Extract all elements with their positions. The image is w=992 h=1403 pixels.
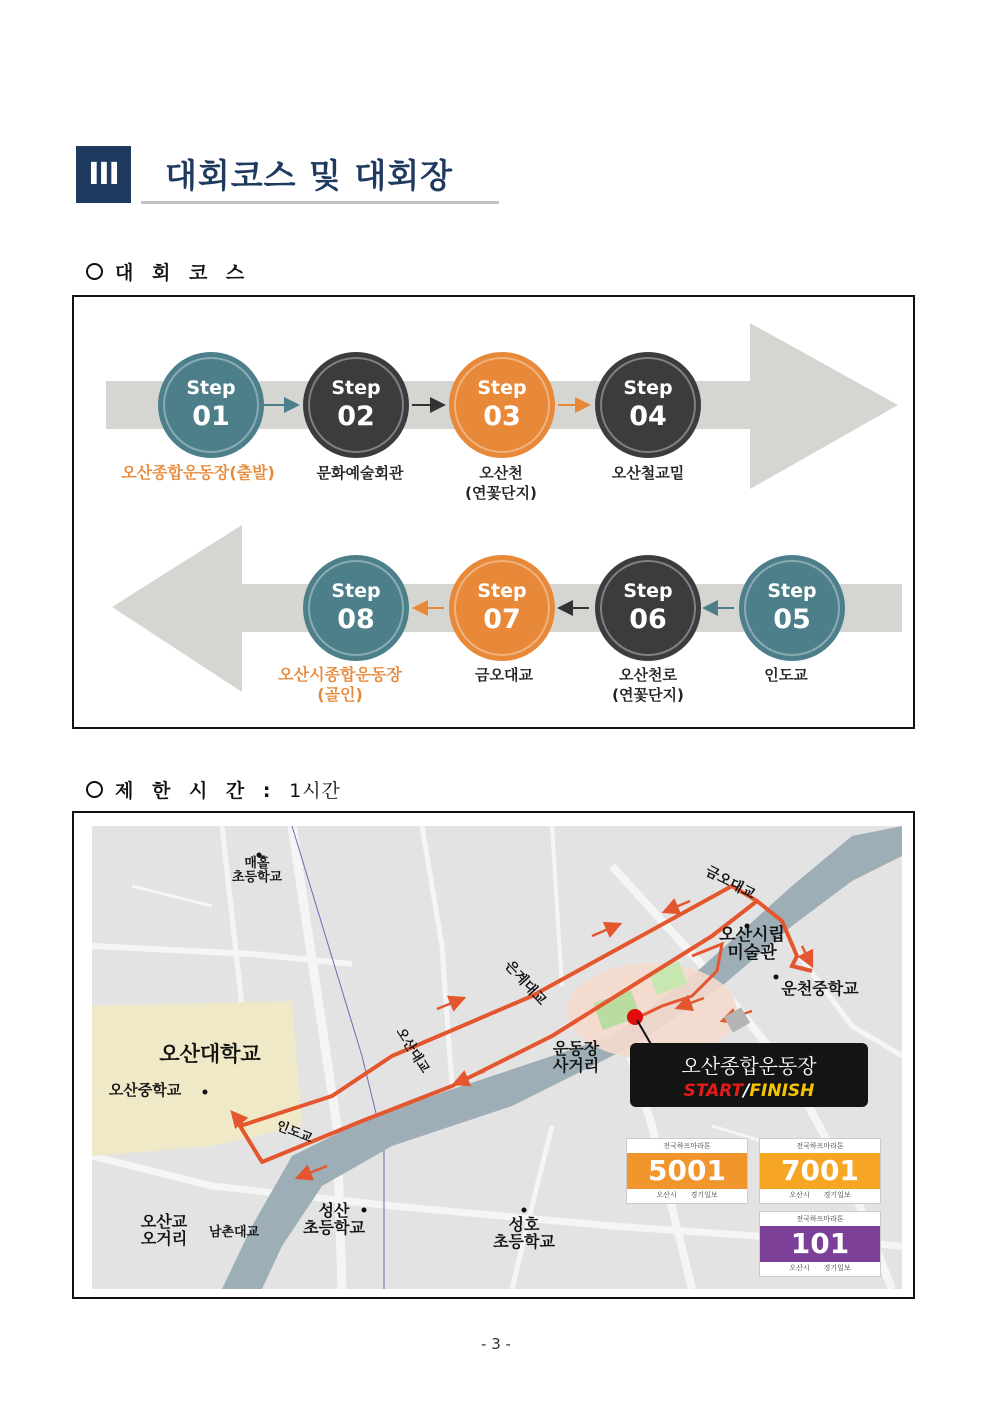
map-label-osan-gyo-junction <box>141 1214 187 1248</box>
step-word: Step <box>477 377 527 399</box>
course-map <box>92 826 902 1289</box>
course-heading-text: 대 회 코 스 <box>115 262 251 284</box>
step-06-circle <box>595 555 701 661</box>
map-label-line: 사거리 <box>552 1055 600 1075</box>
bib-title: 전국하프마라톤 <box>663 1142 711 1150</box>
page-number: - 3 - <box>481 1335 511 1353</box>
step-08-label <box>278 665 402 705</box>
step-word: Step <box>767 580 817 602</box>
map-label-osan-middle-school: 오산중학교 <box>108 1081 182 1099</box>
map-label-line: 운동장 <box>552 1039 600 1058</box>
bib-number: 7001 <box>760 1153 880 1189</box>
map-label-line: 성호 <box>508 1215 540 1234</box>
course-heading <box>86 258 250 285</box>
step-07-label: 금오대교 <box>475 666 533 684</box>
bib-footer <box>627 1189 747 1201</box>
map-label-line: 성산 <box>318 1201 350 1220</box>
step-06-label <box>612 665 684 705</box>
section-number: III <box>76 146 131 203</box>
bullet-circle-icon <box>86 263 103 280</box>
bib-footer <box>760 1262 880 1274</box>
step-08-label-line1: 오산시종합운동장 <box>278 665 402 684</box>
bib-7001 <box>759 1138 881 1204</box>
step-word: Step <box>331 377 381 399</box>
time-limit-heading <box>86 776 341 803</box>
step-word: Step <box>186 377 236 399</box>
step-word: Step <box>477 580 527 602</box>
step-06-label-line2: (연꽃단지) <box>612 686 684 704</box>
bib-paper: 경기일보 <box>690 1191 718 1199</box>
bib-city: 오산시 <box>789 1264 810 1272</box>
bib-title: 전국하프마라톤 <box>796 1142 844 1150</box>
map-label-line: 초등학교 <box>303 1217 365 1237</box>
map-label-line: 오산시립 <box>719 925 785 945</box>
map-label-seongsan-school <box>303 1203 365 1237</box>
step-04-circle <box>595 352 701 458</box>
bib-card <box>759 1211 881 1277</box>
step-word: Step <box>623 377 673 399</box>
step-number: 08 <box>337 604 375 635</box>
step-01-circle <box>158 352 264 458</box>
map-label-line: 오산교 <box>140 1212 188 1231</box>
course-arrows <box>74 297 913 727</box>
bib-footer <box>760 1189 880 1201</box>
step-05-circle <box>739 555 845 661</box>
step-05-label: 인도교 <box>764 666 808 684</box>
map-label-maehol <box>232 857 282 884</box>
step-number: 01 <box>192 401 230 432</box>
map-label-line: 초등학교 <box>493 1231 555 1251</box>
map-label-geumo-bridge: 금오대교 <box>702 863 758 903</box>
step-03-label-line2: (연꽃단지) <box>465 484 537 502</box>
bib-card <box>626 1138 748 1204</box>
step-number: 02 <box>337 401 375 432</box>
map-label-seongho-school <box>493 1217 555 1251</box>
start-finish-callout <box>630 1043 868 1107</box>
step-number: 05 <box>773 604 811 635</box>
map-label-line: 오거리 <box>140 1228 188 1248</box>
bib-number: 101 <box>760 1226 880 1262</box>
map-label-namchon-bridge: 남촌대교 <box>208 1225 260 1240</box>
bib-paper: 경기일보 <box>823 1264 851 1272</box>
step-03-label-line1: 오산천 <box>479 464 523 482</box>
callout-finish: FINISH <box>749 1081 815 1101</box>
callout-start-finish <box>630 1081 868 1101</box>
map-label-osan-university: 오산대학교 <box>159 1042 261 1066</box>
step-number: 04 <box>629 401 667 432</box>
step-08-circle <box>303 555 409 661</box>
step-06-label-line1: 오산천로 <box>619 666 677 684</box>
map-label-line: 미술관 <box>727 942 777 963</box>
course-diagram <box>72 295 915 729</box>
map-label-line: 매홀 <box>244 856 270 871</box>
step-02-circle <box>303 352 409 458</box>
time-limit-heading-text: 제 한 시 간 : <box>115 780 277 802</box>
bib-card <box>759 1138 881 1204</box>
bib-5001 <box>626 1138 748 1204</box>
step-word: Step <box>331 580 381 602</box>
step-number: 07 <box>483 604 521 635</box>
bib-title: 전국하프마라톤 <box>796 1215 844 1223</box>
section-title: 대회코스 및 대회장 <box>165 156 454 195</box>
course-map-frame <box>72 811 915 1299</box>
time-limit-value: 1시간 <box>289 780 341 802</box>
bib-number: 5001 <box>627 1153 747 1189</box>
step-01-label: 오산종합운동장(출발) <box>121 463 275 482</box>
map-label-osan-bridge: 오산대교 <box>392 1025 432 1076</box>
map-label-eunge-bridge: 은계대교 <box>501 957 550 1009</box>
step-03-circle <box>449 352 555 458</box>
step-02-label: 문화예술회관 <box>316 464 404 482</box>
bib-city: 오산시 <box>789 1191 810 1199</box>
step-number: 06 <box>629 604 667 635</box>
section-underline <box>141 201 499 204</box>
map-label-uncheon-school: 운천중학교 <box>781 979 859 998</box>
step-word: Step <box>623 580 673 602</box>
step-08-label-line2: (골인) <box>317 685 363 704</box>
map-label-line: 초등학교 <box>231 869 283 885</box>
step-03-label <box>465 463 537 503</box>
bullet-circle-icon <box>86 781 103 798</box>
callout-slash: / <box>743 1081 750 1101</box>
callout-title: 오산종합운동장 <box>681 1054 817 1078</box>
bib-city: 오산시 <box>656 1191 677 1199</box>
step-07-circle <box>449 555 555 661</box>
map-label-indo-bridge: 인도교 <box>273 1118 315 1147</box>
bib-101 <box>759 1211 881 1277</box>
callout-start: START <box>683 1081 744 1101</box>
step-number: 03 <box>483 401 521 432</box>
bib-paper: 경기일보 <box>823 1191 851 1199</box>
map-label-stadium-crossroad <box>553 1041 599 1075</box>
step-04-label: 오산철교밑 <box>611 464 685 482</box>
map-label-museum <box>719 927 785 963</box>
